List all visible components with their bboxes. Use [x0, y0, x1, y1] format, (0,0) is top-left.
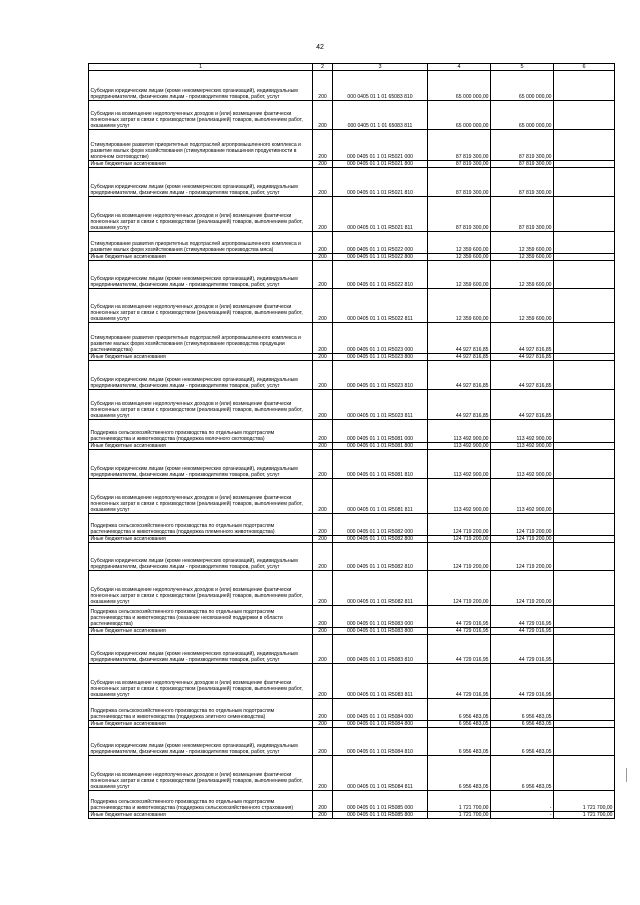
table-row [89, 101, 615, 130]
budget-classification-cell: 000 0405 01 1 01 65083 811 [333, 101, 428, 130]
amount-cell: 1 721 700,00 [554, 812, 615, 819]
row-code-cell: 200 [313, 254, 333, 261]
amount-cell [554, 161, 615, 168]
row-code-cell: 200 [313, 390, 333, 420]
amount-cell: 124 719 200,00 [428, 536, 491, 543]
table-row [89, 71, 615, 101]
row-code-cell: 200 [313, 514, 333, 536]
amount-cell: 65 000 000,00 [428, 101, 491, 130]
amount-cell: 44 927 816,85 [428, 323, 491, 354]
table-row [89, 543, 615, 571]
column-header: 1 [89, 64, 313, 71]
row-code-cell: 200 [313, 130, 333, 161]
table-row [89, 354, 615, 361]
row-name-cell: Поддержка сельскохозяйственного производства по отдельным подотраслям растениеводства и животноводства (поддержка сельскохозяйственного страхования) [89, 791, 313, 812]
amount-cell: 124 719 200,00 [491, 571, 554, 606]
amount-cell [554, 232, 615, 254]
table-row [89, 130, 615, 161]
amount-cell [554, 443, 615, 450]
row-name-cell: Поддержка сельскохозяйственного производства по отдельным подотраслям растениеводства и животноводства (поддержка молочного скотоводства) [89, 420, 313, 443]
amount-cell [554, 514, 615, 536]
table-row [89, 514, 615, 536]
amount-cell: 124 719 200,00 [491, 514, 554, 536]
budget-classification-cell: 000 0405 01 1 01 R5021 800 [333, 161, 428, 168]
amount-cell: 87 819 300,00 [428, 197, 491, 232]
row-code-cell: 200 [313, 232, 333, 254]
budget-classification-cell: 000 0405 01 1 01 R5084 000 [333, 699, 428, 721]
budget-classification-cell: 000 0405 01 1 01 R5021 811 [333, 197, 428, 232]
budget-classification-cell: 000 0405 01 1 01 R5023 800 [333, 354, 428, 361]
row-code-cell: 200 [313, 361, 333, 390]
amount-cell: 124 719 200,00 [428, 514, 491, 536]
table-row [89, 721, 615, 728]
row-name-cell: Субсидии на возмещение недополученных доходов и (или) возмещение фактически понесенных затрат в связи с производством (реализацией) товаров, выполнением работ, оказанием услуг [89, 756, 313, 791]
row-name-cell: Стимулирование развития приоритетных подотраслей агропромышленного комплекса и развитие малых форм хозяйствования (стимулирование производства продукции растениеводства) [89, 323, 313, 354]
table-row [89, 261, 615, 289]
budget-classification-cell: 000 0405 01 1 01 R5021 810 [333, 168, 428, 197]
table-row [89, 699, 615, 721]
amount-cell: 113 492 900,00 [428, 420, 491, 443]
amount-cell [554, 390, 615, 420]
row-name-cell: Субсидии юридическим лицам (кроме некоммерческих организаций), индивидуальным предпринимателям, физическим лицам - производителям товаров, работ, услуг [89, 728, 313, 756]
row-name-cell: Субсидии на возмещение недополученных доходов и (или) возмещение фактически понесенных затрат в связи с производством (реализацией) товаров, выполнением работ, оказанием услуг [89, 664, 313, 699]
amount-cell: 44 927 816,85 [428, 354, 491, 361]
table-row [89, 289, 615, 323]
amount-cell: 6 956 483,05 [428, 721, 491, 728]
table-row [89, 664, 615, 699]
amount-cell [554, 571, 615, 606]
budget-classification-cell: 000 0405 01 1 01 R5022 000 [333, 232, 428, 254]
amount-cell [554, 450, 615, 479]
table-row [89, 168, 615, 197]
amount-cell: 44 729 016,95 [428, 628, 491, 635]
row-code-cell: 200 [313, 756, 333, 791]
amount-cell: 87 819 300,00 [491, 168, 554, 197]
amount-cell [554, 420, 615, 443]
row-code-cell: 200 [313, 479, 333, 514]
amount-cell: 65 000 000,00 [491, 101, 554, 130]
amount-cell: 87 819 300,00 [491, 130, 554, 161]
amount-cell: 124 719 200,00 [428, 571, 491, 606]
amount-cell: 44 729 016,95 [428, 606, 491, 628]
amount-cell: 44 927 816,85 [491, 361, 554, 390]
row-name-cell: Субсидии юридическим лицам (кроме некоммерческих организаций), индивидуальным предпринимателям, физическим лицам - производителям товаров, работ, услуг [89, 361, 313, 390]
amount-cell: 87 819 300,00 [491, 197, 554, 232]
amount-cell [554, 323, 615, 354]
amount-cell [554, 536, 615, 543]
amount-cell: 44 927 816,85 [491, 323, 554, 354]
row-name-cell: Субсидии на возмещение недополученных доходов и (или) возмещение фактически понесенных затрат в связи с производством (реализацией) товаров, выполнением работ, оказанием услуг [89, 289, 313, 323]
amount-cell [554, 628, 615, 635]
budget-classification-cell: 000 0405 01 1 01 R5023 810 [333, 361, 428, 390]
row-code-cell: 200 [313, 289, 333, 323]
budget-classification-cell: 000 0405 01 1 01 R5081 800 [333, 443, 428, 450]
amount-cell [554, 606, 615, 628]
budget-classification-cell: 000 0405 01 1 01 R5082 810 [333, 543, 428, 571]
table-header-row [89, 64, 615, 71]
row-code-cell: 200 [313, 571, 333, 606]
amount-cell: 12 359 600,00 [428, 232, 491, 254]
table-row [89, 197, 615, 232]
column-header: 3 [333, 64, 428, 71]
amount-cell [554, 699, 615, 721]
table-row [89, 323, 615, 354]
amount-cell: - [491, 791, 554, 812]
row-code-cell: 200 [313, 635, 333, 664]
amount-cell: 44 927 816,85 [491, 354, 554, 361]
amount-cell [554, 254, 615, 261]
table-row [89, 450, 615, 479]
amount-cell: 6 956 483,05 [491, 728, 554, 756]
amount-cell: 87 819 300,00 [428, 168, 491, 197]
amount-cell [554, 197, 615, 232]
column-header: 2 [313, 64, 333, 71]
amount-cell [554, 168, 615, 197]
row-code-cell: 200 [313, 101, 333, 130]
row-code-cell: 200 [313, 628, 333, 635]
amount-cell: 12 359 600,00 [491, 289, 554, 323]
amount-cell: 113 492 900,00 [491, 420, 554, 443]
budget-classification-cell: 000 0405 01 1 01 R5084 810 [333, 728, 428, 756]
row-name-cell: Иные бюджетные ассигнования [89, 812, 313, 819]
amount-cell [554, 361, 615, 390]
row-code-cell: 200 [313, 168, 333, 197]
table-row [89, 361, 615, 390]
row-name-cell: Субсидии на возмещение недополученных доходов и (или) возмещение фактически понесенных затрат в связи с производством (реализацией) товаров, выполнением работ, оказанием услуг [89, 390, 313, 420]
amount-cell [554, 71, 615, 101]
amount-cell: 12 359 600,00 [428, 289, 491, 323]
row-name-cell: Иные бюджетные ассигнования [89, 721, 313, 728]
row-name-cell: Иные бюджетные ассигнования [89, 354, 313, 361]
row-name-cell: Субсидии юридическим лицам (кроме некоммерческих организаций), индивидуальным предпринимателям, физическим лицам - производителям товаров, работ, услуг [89, 543, 313, 571]
amount-cell: 44 729 016,95 [428, 635, 491, 664]
table-row [89, 479, 615, 514]
budget-classification-cell: 000 0405 01 1 01 R5023 811 [333, 390, 428, 420]
row-name-cell: Субсидии на возмещение недополученных доходов и (или) возмещение фактически понесенных затрат в связи с производством (реализацией) товаров, выполнением работ, оказанием услуг [89, 479, 313, 514]
table-row [89, 728, 615, 756]
row-code-cell: 200 [313, 664, 333, 699]
amount-cell: 6 956 483,05 [428, 728, 491, 756]
row-code-cell: 200 [313, 323, 333, 354]
amount-cell [554, 756, 615, 791]
amount-cell [554, 289, 615, 323]
budget-classification-cell: 000 0405 01 1 01 R5021 000 [333, 130, 428, 161]
row-code-cell: 200 [313, 728, 333, 756]
row-code-cell: 200 [313, 721, 333, 728]
table-row [89, 756, 615, 791]
amount-cell: 44 729 016,95 [491, 628, 554, 635]
budget-table [88, 63, 615, 819]
amount-cell [554, 354, 615, 361]
budget-classification-cell: 000 0405 01 1 01 R5085 000 [333, 791, 428, 812]
table-row [89, 628, 615, 635]
amount-cell: 113 492 900,00 [428, 443, 491, 450]
budget-classification-cell: 000 0405 01 1 01 R5084 800 [333, 721, 428, 728]
table-row [89, 232, 615, 254]
table-row [89, 390, 615, 420]
budget-classification-cell: 000 0405 01 1 01 R5022 810 [333, 261, 428, 289]
budget-classification-cell: 000 0405 01 1 01 R5022 800 [333, 254, 428, 261]
budget-classification-cell: 000 0405 01 1 01 R5081 810 [333, 450, 428, 479]
row-code-cell: 200 [313, 606, 333, 628]
amount-cell: 44 729 016,95 [428, 664, 491, 699]
budget-classification-cell: 000 0405 01 1 01 R5082 811 [333, 571, 428, 606]
budget-classification-cell: 000 0405 01 1 01 R5022 811 [333, 289, 428, 323]
amount-cell: - [491, 812, 554, 819]
budget-classification-cell: 000 0405 01 1 01 R5083 800 [333, 628, 428, 635]
amount-cell: 1 721 700,00 [428, 812, 491, 819]
row-code-cell: 200 [313, 443, 333, 450]
row-name-cell: Стимулирование развития приоритетных подотраслей агропромышленного комплекса и развитие малых форм хозяйствования (стимулирование производства мяса) [89, 232, 313, 254]
row-name-cell: Субсидии на возмещение недополученных доходов и (или) возмещение фактически понесенных затрат в связи с производством (реализацией) товаров, выполнением работ, оказанием услуг [89, 197, 313, 232]
row-code-cell: 200 [313, 450, 333, 479]
amount-cell: 44 927 816,85 [428, 390, 491, 420]
budget-classification-cell: 000 0405 01 1 01 R5083 810 [333, 635, 428, 664]
page-number: 42 [316, 44, 324, 51]
amount-cell [554, 721, 615, 728]
table-row [89, 161, 615, 168]
amount-cell: 6 956 483,05 [491, 756, 554, 791]
budget-classification-cell: 000 0405 01 1 01 R5082 000 [333, 514, 428, 536]
row-code-cell: 200 [313, 71, 333, 101]
row-code-cell: 200 [313, 543, 333, 571]
amount-cell: 65 000 000,00 [491, 71, 554, 101]
table-row [89, 571, 615, 606]
budget-classification-cell: 000 0405 01 1 01 R5084 811 [333, 756, 428, 791]
row-code-cell: 200 [313, 261, 333, 289]
row-code-cell: 200 [313, 699, 333, 721]
table-row [89, 420, 615, 443]
row-code-cell: 200 [313, 812, 333, 819]
amount-cell: 44 927 816,85 [428, 361, 491, 390]
amount-cell [554, 664, 615, 699]
row-name-cell: Иные бюджетные ассигнования [89, 536, 313, 543]
amount-cell: 44 729 016,95 [491, 635, 554, 664]
amount-cell [554, 728, 615, 756]
amount-cell [554, 101, 615, 130]
budget-classification-cell: 000 0405 01 1 01 R5081 000 [333, 420, 428, 443]
budget-classification-cell: 000 0405 01 1 01 R5083 000 [333, 606, 428, 628]
row-name-cell: Субсидии на возмещение недополученных доходов и (или) возмещение фактически понесенных затрат в связи с производством (реализацией) товаров, выполнением работ, оказанием услуг [89, 101, 313, 130]
row-name-cell: Субсидии на возмещение недополученных доходов и (или) возмещение фактически понесенных затрат в связи с производством (реализацией) товаров, выполнением работ, оказанием услуг [89, 571, 313, 606]
row-code-cell: 200 [313, 354, 333, 361]
row-name-cell: Поддержка сельскохозяйственного производства по отдельным подотраслям растениеводства и животноводства (оказание несвязанной поддержки в области растениеводства) [89, 606, 313, 628]
amount-cell [554, 261, 615, 289]
row-name-cell: Стимулирование развития приоритетных подотраслей агропромышленного комплекса и развитие малых форм хозяйствования (стимулирование повышения продуктивности в молочном скотоводстве) [89, 130, 313, 161]
column-header: 6 [554, 64, 615, 71]
table-row [89, 791, 615, 812]
amount-cell: 44 927 816,85 [491, 390, 554, 420]
amount-cell [554, 479, 615, 514]
row-name-cell: Иные бюджетные ассигнования [89, 254, 313, 261]
scan-mark [626, 768, 627, 782]
row-name-cell: Иные бюджетные ассигнования [89, 628, 313, 635]
row-code-cell: 200 [313, 161, 333, 168]
amount-cell: 87 819 300,00 [428, 161, 491, 168]
amount-cell: 1 721 700,00 [428, 791, 491, 812]
amount-cell: 124 719 200,00 [491, 536, 554, 543]
table-row [89, 536, 615, 543]
amount-cell: 12 359 600,00 [491, 232, 554, 254]
budget-classification-cell: 000 0405 01 1 01 65083 810 [333, 71, 428, 101]
budget-classification-cell: 000 0405 01 1 01 R5081 811 [333, 479, 428, 514]
budget-classification-cell: 000 0405 01 1 01 R5085 800 [333, 812, 428, 819]
row-name-cell: Субсидии юридическим лицам (кроме некоммерческих организаций), индивидуальным предпринимателям, физическим лицам - производителям товаров, работ, услуг [89, 261, 313, 289]
amount-cell: 6 956 483,05 [428, 756, 491, 791]
row-code-cell: 200 [313, 791, 333, 812]
row-name-cell: Субсидии юридическим лицам (кроме некоммерческих организаций), индивидуальным предпринимателям, физическим лицам - производителям товаров, работ, услуг [89, 450, 313, 479]
column-header: 4 [428, 64, 491, 71]
amount-cell [554, 635, 615, 664]
row-name-cell: Субсидии юридическим лицам (кроме некоммерческих организаций), индивидуальным предпринимателям, физическим лицам - производителям товаров, работ, услуг [89, 71, 313, 101]
amount-cell: 12 359 600,00 [428, 261, 491, 289]
amount-cell: 113 492 900,00 [491, 479, 554, 514]
amount-cell [554, 130, 615, 161]
amount-cell: 1 721 700,00 [554, 791, 615, 812]
row-name-cell: Иные бюджетные ассигнования [89, 161, 313, 168]
budget-classification-cell: 000 0405 01 1 01 R5023 000 [333, 323, 428, 354]
row-name-cell: Иные бюджетные ассигнования [89, 443, 313, 450]
row-name-cell: Субсидии юридическим лицам (кроме некоммерческих организаций), индивидуальным предпринимателям, физическим лицам - производителям товаров, работ, услуг [89, 168, 313, 197]
amount-cell: 6 956 483,05 [491, 721, 554, 728]
row-code-cell: 200 [313, 197, 333, 232]
table-row [89, 606, 615, 628]
amount-cell: 113 492 900,00 [428, 479, 491, 514]
budget-classification-cell: 000 0405 01 1 01 R5083 811 [333, 664, 428, 699]
amount-cell: 113 492 900,00 [491, 450, 554, 479]
amount-cell: 12 359 600,00 [491, 261, 554, 289]
amount-cell: 44 729 016,95 [491, 606, 554, 628]
amount-cell: 6 956 483,05 [428, 699, 491, 721]
amount-cell: 87 819 300,00 [491, 161, 554, 168]
amount-cell [554, 543, 615, 571]
row-name-cell: Поддержка сельскохозяйственного производства по отдельным подотраслям растениеводства и животноводства (поддержка элитного семеноводства) [89, 699, 313, 721]
amount-cell: 65 000 000,00 [428, 71, 491, 101]
row-name-cell: Субсидии юридическим лицам (кроме некоммерческих организаций), индивидуальным предпринимателям, физическим лицам - производителям товаров, работ, услуг [89, 635, 313, 664]
amount-cell: 6 956 483,05 [491, 699, 554, 721]
row-code-cell: 200 [313, 420, 333, 443]
table-row [89, 635, 615, 664]
column-header: 5 [491, 64, 554, 71]
amount-cell: 124 719 200,00 [428, 543, 491, 571]
amount-cell: 124 719 200,00 [491, 543, 554, 571]
amount-cell: 12 359 600,00 [491, 254, 554, 261]
amount-cell: 113 492 900,00 [491, 443, 554, 450]
table-row [89, 443, 615, 450]
table-row [89, 812, 615, 819]
budget-classification-cell: 000 0405 01 1 01 R5082 800 [333, 536, 428, 543]
row-code-cell: 200 [313, 536, 333, 543]
amount-cell: 12 359 600,00 [428, 254, 491, 261]
table-row [89, 254, 615, 261]
amount-cell: 113 492 900,00 [428, 450, 491, 479]
row-name-cell: Поддержка сельскохозяйственного производства по отдельным подотраслям растениеводства и животноводства (поддержка племенного животноводства) [89, 514, 313, 536]
amount-cell: 87 819 300,00 [428, 130, 491, 161]
amount-cell: 44 729 016,95 [491, 664, 554, 699]
